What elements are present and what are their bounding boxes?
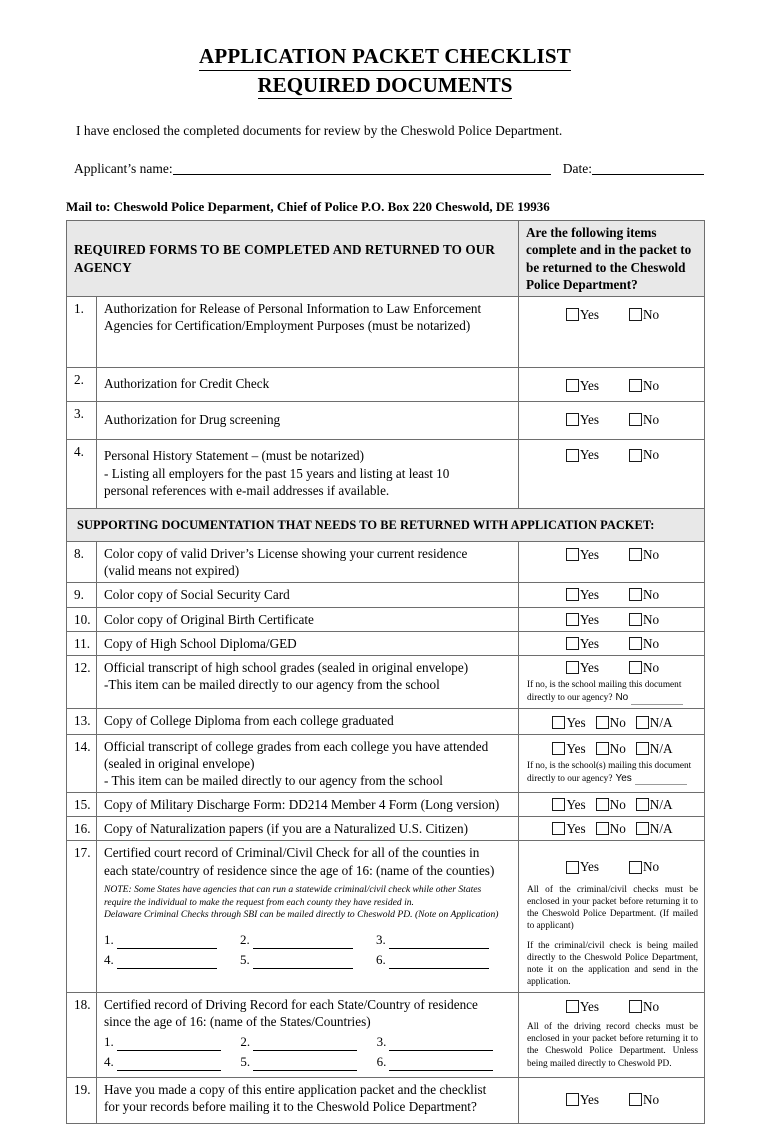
table-row	[67, 841, 705, 992]
county-blanks-grid	[104, 932, 513, 969]
checkbox-icon[interactable]	[636, 822, 649, 835]
table-row	[67, 296, 705, 367]
yes-no-na-group	[526, 820, 699, 837]
row-text-line: since the age of 16: (name of the States/Countries)	[104, 1013, 371, 1029]
section-header-supporting-docs: SUPPORTING DOCUMENTATION THAT NEEDS TO BE RETURNED WITH APPLICATION PACKET:	[67, 508, 705, 541]
table-row	[67, 708, 705, 734]
applicant-name-input[interactable]	[173, 163, 551, 175]
date-label: Date:	[562, 161, 592, 177]
row-note	[104, 884, 513, 923]
checkbox-no[interactable]	[596, 820, 626, 837]
checkbox-no[interactable]	[629, 306, 659, 323]
checkbox-yes[interactable]	[552, 796, 585, 813]
row-text-line: Official transcript of college grades from each college you have attended	[104, 738, 489, 754]
checkbox-na[interactable]	[636, 820, 673, 837]
checkbox-label: Yes	[579, 547, 600, 563]
checkbox-icon[interactable]	[566, 661, 579, 674]
blank-input[interactable]	[389, 936, 489, 949]
checkbox-icon[interactable]	[629, 613, 642, 626]
row-number: 11.	[67, 631, 97, 655]
row-number: 14.	[67, 734, 97, 792]
table-row	[67, 402, 705, 440]
followup-answer-line[interactable]	[635, 776, 687, 785]
blank-input[interactable]	[117, 1058, 221, 1071]
row-answer	[519, 440, 705, 508]
table-row	[67, 631, 705, 655]
followup-answer[interactable]: Yes	[615, 773, 632, 785]
checkbox-na[interactable]	[636, 714, 673, 731]
title-block	[66, 44, 704, 99]
checkbox-label: Yes	[579, 998, 600, 1014]
checkbox-icon[interactable]	[596, 742, 609, 755]
blank-entry[interactable]	[240, 952, 376, 969]
checkbox-no[interactable]	[629, 998, 659, 1015]
intro-statement: I have enclosed the completed documents for review by the Cheswold Police Department.	[76, 123, 563, 139]
checkbox-yes[interactable]	[552, 714, 585, 731]
blank-line-row	[104, 932, 513, 949]
checkbox-icon[interactable]	[566, 548, 579, 561]
row-note-line: NOTE: Some States have agencies that can run a statewide criminal/civil check while other States	[104, 883, 482, 895]
checkbox-icon[interactable]	[629, 637, 642, 650]
followup-answer[interactable]: No	[615, 692, 629, 704]
yes-no-group	[526, 844, 699, 875]
row-number: 17.	[67, 841, 97, 992]
row-text-line: Have you made a copy of this entire application packet and the checklist	[104, 1081, 487, 1097]
yes-no-group	[526, 635, 699, 652]
applicant-date-row	[66, 161, 704, 177]
row-text: Color copy of Social Security Card	[97, 583, 519, 607]
checkbox-label: Yes	[579, 306, 600, 322]
yes-no-group	[526, 659, 699, 676]
row-answer	[519, 992, 705, 1077]
checkbox-icon[interactable]	[629, 308, 642, 321]
checkbox-yes[interactable]	[552, 740, 585, 757]
blank-line-row	[104, 1054, 513, 1071]
checkbox-icon[interactable]	[596, 798, 609, 811]
row-number: 9.	[67, 583, 97, 607]
blank-number: 6.	[376, 952, 386, 968]
state-blanks-grid	[104, 1034, 513, 1071]
checkbox-icon[interactable]	[636, 716, 649, 729]
followup-answer-line[interactable]	[631, 696, 683, 705]
row-text	[97, 402, 519, 440]
table-row	[67, 734, 705, 792]
blank-entry[interactable]	[377, 1034, 513, 1051]
checkbox-na[interactable]	[636, 740, 673, 757]
checkbox-icon[interactable]	[566, 379, 579, 392]
row-text	[97, 734, 519, 792]
checkbox-yes[interactable]	[566, 659, 599, 676]
checkbox-yes[interactable]	[566, 611, 599, 628]
row-text-line: (sealed in original envelope)	[104, 755, 255, 771]
row-answer	[519, 655, 705, 708]
yes-no-na-group	[526, 712, 699, 731]
row-text-line: for your records before mailing it to the Cheswold Police Department?	[104, 1099, 477, 1114]
blank-entry[interactable]	[377, 1054, 513, 1071]
checkbox-icon[interactable]	[566, 413, 579, 426]
checkbox-icon[interactable]	[636, 742, 649, 755]
checkbox-yes[interactable]	[566, 411, 599, 428]
row-answer	[519, 631, 705, 655]
checkbox-label: N/A	[649, 821, 673, 837]
checkbox-yes[interactable]	[566, 1091, 599, 1108]
checkbox-icon[interactable]	[629, 449, 642, 462]
checkbox-label: No	[609, 797, 626, 813]
checkbox-icon[interactable]	[596, 716, 609, 729]
checkbox-label: No	[643, 412, 660, 428]
checkbox-icon[interactable]	[566, 1000, 579, 1013]
checkbox-label: Yes	[566, 740, 586, 756]
yes-no-na-group	[526, 738, 699, 757]
page-subtitle: REQUIRED DOCUMENTS	[258, 73, 513, 100]
blank-input[interactable]	[117, 1038, 221, 1051]
checkbox-label: Yes	[579, 412, 600, 428]
yes-no-group	[526, 443, 699, 463]
row-text: Copy of Military Discharge Form: DD214 Member 4 Form (Long version)	[97, 793, 519, 817]
checkbox-no[interactable]	[629, 411, 659, 428]
checkbox-no[interactable]	[629, 858, 659, 875]
checkbox-icon[interactable]	[629, 548, 642, 561]
checkbox-icon[interactable]	[552, 822, 565, 835]
row-text-line: Official transcript of high school grades (sealed in original envelope)	[104, 659, 469, 675]
row-answer	[519, 708, 705, 734]
checkbox-icon[interactable]	[566, 637, 579, 650]
checkbox-label: Yes	[579, 635, 600, 651]
row-number: 10.	[67, 607, 97, 631]
row-number: 18.	[67, 992, 97, 1077]
blank-entry[interactable]	[104, 1054, 240, 1071]
checkbox-label: Yes	[566, 714, 586, 730]
row-answer	[519, 734, 705, 792]
checkbox-label: Yes	[566, 821, 586, 837]
row-answer	[519, 607, 705, 631]
blank-number: 6.	[376, 1053, 387, 1069]
table-row	[67, 542, 705, 583]
checkbox-label: Yes	[579, 659, 600, 675]
checkbox-icon[interactable]	[566, 1093, 579, 1106]
checkbox-label: Yes	[579, 1091, 600, 1107]
row-text	[97, 440, 519, 508]
checkbox-label: N/A	[649, 740, 673, 756]
checkbox-icon[interactable]	[629, 1000, 642, 1013]
table-row	[67, 440, 705, 508]
checkbox-yes[interactable]	[566, 446, 599, 463]
row-text	[97, 1077, 519, 1123]
blank-number: 5.	[240, 952, 250, 968]
checkbox-yes[interactable]	[566, 586, 599, 603]
row-note-line: require the individual to make the request from each county they have resided in.	[104, 896, 414, 908]
checkbox-label: No	[643, 998, 660, 1014]
checkbox-no[interactable]	[629, 1091, 659, 1108]
row-number: 12.	[67, 655, 97, 708]
blank-input[interactable]	[253, 956, 353, 969]
blank-number: 1.	[104, 1034, 114, 1050]
blank-entry[interactable]	[376, 952, 512, 969]
blank-input[interactable]	[253, 1058, 357, 1071]
row-answer	[519, 542, 705, 583]
table-row	[67, 817, 705, 841]
row-text-line: personal references with e-mail addresses if available.	[104, 482, 390, 498]
blank-number: 3.	[376, 1034, 387, 1050]
checkbox-icon[interactable]	[566, 308, 579, 321]
row-text-line: Certified court record of Criminal/Civil Check for all of the counties in	[104, 845, 480, 861]
checkbox-no[interactable]	[629, 635, 659, 652]
checkbox-yes[interactable]	[566, 635, 599, 652]
checkbox-icon[interactable]	[629, 861, 642, 874]
row-text-line: Certified record of Driving Record for each State/Country of residence	[104, 996, 478, 1012]
checkbox-label: Yes	[579, 859, 600, 875]
checkbox-label: Yes	[579, 587, 600, 603]
checkbox-no[interactable]	[629, 586, 659, 603]
row-text-line: Authorization for Drug screening	[104, 412, 281, 428]
applicant-name-label: Applicant’s name:	[74, 161, 173, 177]
row-text-line: Personal History Statement – (must be notarized)	[104, 448, 365, 464]
page-title: APPLICATION PACKET CHECKLIST	[199, 44, 571, 71]
checkbox-label: No	[643, 659, 660, 675]
blank-number: 3.	[376, 932, 386, 948]
row-text-line: Color copy of valid Driver’s License showing your current residence	[104, 546, 468, 562]
row-text: Copy of Naturalization papers (if you are a Naturalized U.S. Citizen)	[97, 817, 519, 841]
checkbox-no[interactable]	[629, 546, 659, 563]
checkbox-icon[interactable]	[566, 613, 579, 626]
row-text-line: (valid means not expired)	[104, 563, 240, 579]
row-number: 13.	[67, 708, 97, 734]
blank-entry[interactable]	[104, 952, 240, 969]
checkbox-icon[interactable]	[629, 413, 642, 426]
yes-no-group	[526, 300, 699, 323]
row-note-line: Delaware Criminal Checks through SBI can be mailed directly to Cheswold PD. (Note on Application)	[104, 909, 499, 921]
checkbox-label: No	[643, 306, 660, 322]
table-row	[67, 793, 705, 817]
checkbox-label: Yes	[579, 611, 600, 627]
date-input[interactable]	[592, 163, 704, 175]
checkbox-yes[interactable]	[566, 377, 599, 394]
side-note: All of the driving record checks must be enclosed in your packet before returning it to the Cheswold Police Department. Unless being mailed directly to Cheswold PD.	[527, 1021, 698, 1069]
checkbox-icon[interactable]	[636, 798, 649, 811]
table-row	[67, 368, 705, 402]
checkbox-label: No	[609, 714, 626, 730]
checkbox-icon[interactable]	[552, 798, 565, 811]
row-answer	[519, 583, 705, 607]
checkbox-label: N/A	[649, 797, 673, 813]
checkbox-yes[interactable]	[552, 820, 585, 837]
checkbox-label: Yes	[579, 447, 600, 463]
checkbox-yes[interactable]	[566, 306, 599, 323]
row-number: 2.	[67, 368, 97, 402]
row-text-line: Agencies for Certification/Employment Purposes (must be notarized)	[104, 318, 471, 333]
checkbox-label: No	[609, 821, 626, 837]
table-row	[67, 583, 705, 607]
blank-input[interactable]	[389, 956, 489, 969]
checkbox-yes[interactable]	[566, 546, 599, 563]
checkbox-no[interactable]	[629, 446, 659, 463]
side-note: All of the criminal/civil checks must be enclosed in your packet before returning it to the Cheswold Police Department. (If mailed to applicant)	[527, 884, 698, 932]
checkbox-label: Yes	[579, 378, 600, 394]
followup-question	[526, 760, 699, 786]
blank-input[interactable]	[389, 1058, 493, 1071]
row-text	[97, 296, 519, 367]
yes-no-group	[526, 405, 699, 428]
row-number: 16.	[67, 817, 97, 841]
row-text-line: -This item can be mailed directly to our agency from the school	[104, 677, 440, 692]
checkbox-yes[interactable]	[566, 998, 599, 1015]
checkbox-label: No	[643, 447, 660, 463]
blank-number: 2.	[240, 932, 250, 948]
checkbox-label: N/A	[649, 714, 673, 730]
row-text-line: - Listing all employers for the past 15 years and listing at least 10	[104, 465, 450, 481]
row-answer	[519, 841, 705, 992]
followup-question-text: If no, is the school(s) mailing this document directly to our agency?	[527, 760, 692, 785]
yes-no-group	[526, 1081, 699, 1108]
checkbox-no[interactable]	[629, 611, 659, 628]
blank-number: 4.	[104, 952, 114, 968]
checkbox-na[interactable]	[636, 796, 673, 813]
checkbox-label: No	[643, 611, 660, 627]
blank-input[interactable]	[253, 1038, 357, 1051]
blank-number: 1.	[104, 932, 114, 948]
row-text: Copy of College Diploma from each college graduated	[97, 708, 519, 734]
checkbox-icon[interactable]	[596, 822, 609, 835]
yes-no-na-group	[526, 796, 699, 813]
yes-no-group	[526, 371, 699, 394]
blank-number: 5.	[240, 1053, 251, 1069]
side-note: If the criminal/civil check is being mailed directly to the Cheswold Police Department, note it on the application and send in the application.	[527, 940, 698, 988]
checkbox-label: No	[643, 1091, 660, 1107]
checkbox-label: Yes	[566, 797, 586, 813]
row-text-line: - This item can be mailed directly to our agency from the school	[104, 773, 443, 788]
row-answer	[519, 368, 705, 402]
checkbox-icon[interactable]	[629, 379, 642, 392]
checkbox-no[interactable]	[596, 740, 626, 757]
row-answer	[519, 793, 705, 817]
row-text-line: Authorization for Credit Check	[104, 376, 270, 392]
checklist-table	[66, 220, 705, 1124]
row-text-line: each state/country of residence since the age of 16: (name of the counties)	[104, 862, 495, 878]
followup-question	[526, 679, 699, 705]
blank-input[interactable]	[253, 936, 353, 949]
checkbox-icon[interactable]	[566, 861, 579, 874]
checkbox-icon[interactable]	[629, 661, 642, 674]
checkbox-icon[interactable]	[629, 1093, 642, 1106]
checkbox-label: No	[609, 740, 626, 756]
checkbox-icon[interactable]	[629, 588, 642, 601]
blank-number: 4.	[104, 1053, 114, 1069]
row-number: 3.	[67, 402, 97, 440]
row-text	[97, 542, 519, 583]
table-row	[67, 655, 705, 708]
checkbox-icon[interactable]	[552, 716, 565, 729]
blank-entry[interactable]	[240, 1034, 376, 1051]
row-number: 19.	[67, 1077, 97, 1123]
table-row	[67, 1077, 705, 1123]
row-text-line: Authorization for Release of Personal Information to Law Enforcement	[104, 300, 482, 316]
blank-entry[interactable]	[104, 932, 240, 949]
checkbox-no[interactable]	[596, 714, 626, 731]
checkbox-yes[interactable]	[566, 858, 599, 875]
blank-input[interactable]	[117, 936, 217, 949]
blank-line-row	[104, 952, 513, 969]
row-answer	[519, 296, 705, 367]
row-number: 8.	[67, 542, 97, 583]
checkbox-label: No	[643, 378, 660, 394]
blank-number: 2.	[240, 1034, 251, 1050]
row-answer	[519, 817, 705, 841]
followup-question-text: If no, is the school mailing this document directly to our agency?	[527, 680, 682, 704]
blank-entry[interactable]	[240, 932, 376, 949]
row-text	[97, 368, 519, 402]
checkbox-label: No	[643, 547, 660, 563]
row-text: Copy of High School Diploma/GED	[97, 631, 519, 655]
blank-entry[interactable]	[376, 932, 512, 949]
checkbox-label: No	[643, 859, 660, 875]
header-required-forms: REQUIRED FORMS TO BE COMPLETED AND RETURNED TO OUR AGENCY	[67, 221, 519, 297]
checkbox-label: No	[643, 587, 660, 603]
yes-no-group	[526, 611, 699, 628]
row-text	[97, 841, 519, 992]
row-text: Color copy of Original Birth Certificate	[97, 607, 519, 631]
row-number: 15.	[67, 793, 97, 817]
checkbox-no[interactable]	[629, 377, 659, 394]
checkbox-no[interactable]	[629, 659, 659, 676]
section-header-row	[67, 508, 705, 541]
yes-no-group	[526, 586, 699, 603]
yes-no-group	[526, 545, 699, 563]
blank-input[interactable]	[117, 956, 217, 969]
row-text	[97, 655, 519, 708]
blank-entry[interactable]	[104, 1034, 240, 1051]
checkbox-icon[interactable]	[566, 449, 579, 462]
header-completion-question: Are the following items complete and in the packet to be returned to the Cheswold Police Department?	[519, 221, 705, 297]
mail-to-line: Mail to: Cheswold Police Deparment, Chief of Police P.O. Box 220 Cheswold, DE 19936	[66, 199, 550, 215]
row-number: 4.	[67, 440, 97, 508]
table-row	[67, 992, 705, 1077]
checkbox-no[interactable]	[596, 796, 626, 813]
row-number: 1.	[67, 296, 97, 367]
blank-entry[interactable]	[240, 1054, 376, 1071]
blank-input[interactable]	[389, 1038, 493, 1051]
row-answer	[519, 402, 705, 440]
checkbox-icon[interactable]	[566, 588, 579, 601]
table-row	[67, 607, 705, 631]
blank-line-row	[104, 1034, 513, 1051]
row-text	[97, 992, 519, 1077]
checkbox-icon[interactable]	[552, 742, 565, 755]
yes-no-group	[526, 996, 699, 1015]
row-answer	[519, 1077, 705, 1123]
table-header-row	[67, 221, 705, 297]
checkbox-label: No	[643, 635, 660, 651]
